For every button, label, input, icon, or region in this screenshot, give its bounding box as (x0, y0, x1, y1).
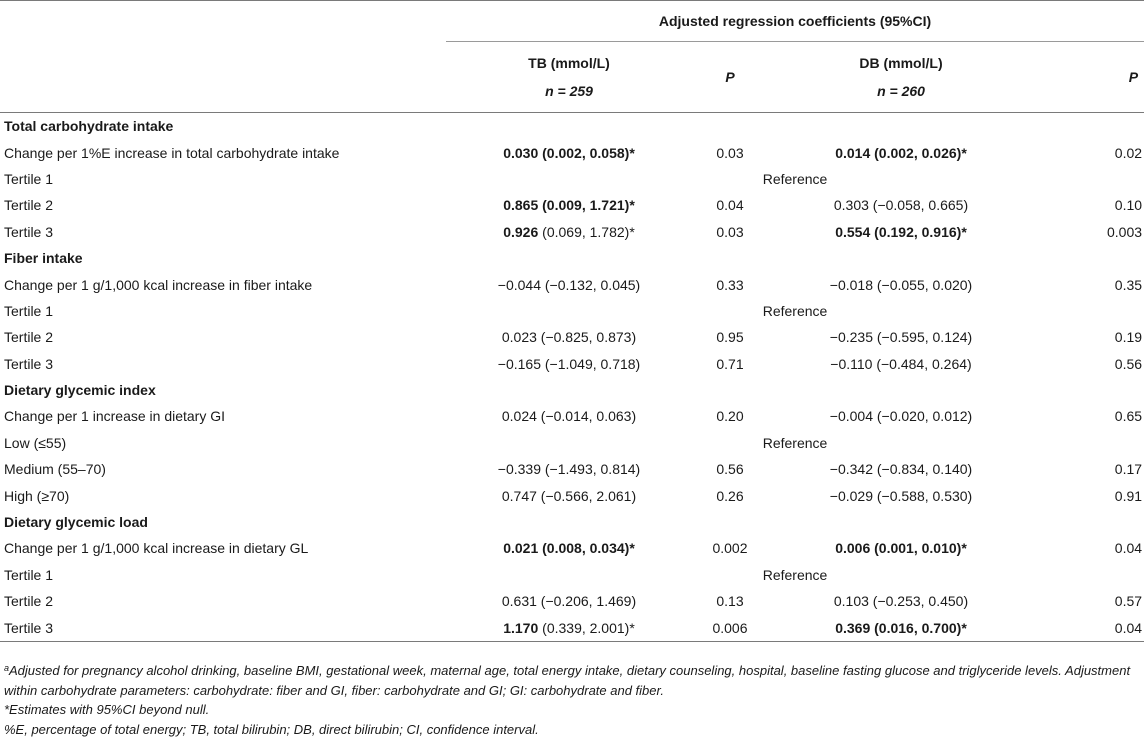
db-value: 0.303 (−0.058, 0.665) (833, 197, 969, 214)
section-row (0, 113, 1144, 140)
db-value: −0.110 (−0.484, 0.264) (830, 355, 972, 372)
section-row (0, 377, 1144, 403)
p1-header: P (725, 69, 735, 85)
header-blank-2 (0, 42, 446, 113)
section-label: Fiber intake (4, 250, 83, 267)
reference-cell: Reference (762, 170, 828, 187)
tb-value (446, 219, 692, 245)
table-row (0, 562, 1144, 588)
table-row (0, 271, 1144, 297)
row-label: Medium (55–70) (4, 461, 106, 478)
footnote-a-text: Adjusted for pregnancy alcohol drinking, baseline BMI, gestational week, maternal age, total energy intake, dietary counseling, hospital, baseline fasting glucose and triglyceride levels. Adjustment within carbohydrate parameters: carbohydrate: fiber and GI, fiber: carbohydrate and GI; GI: carbohydrate and fiber. (4, 663, 1131, 698)
tb-value: 0.865 (0.009, 1.721)* (503, 197, 635, 214)
table-row (0, 614, 1144, 641)
reference-cell: Reference (762, 434, 828, 451)
section-row (0, 245, 1144, 271)
tb-value (446, 614, 692, 641)
tb-value: −0.044 (−0.132, 0.045) (497, 276, 641, 293)
footnote-star: *Estimates with 95%CI beyond null. (4, 702, 210, 717)
p2-header: P (1128, 69, 1139, 85)
table-row (0, 139, 1144, 165)
section-label: Dietary glycemic index (4, 382, 156, 399)
tb-value-interval: (0.339, 2.001)* (538, 619, 635, 636)
db-value: 0.369 (0.016, 0.700)* (835, 619, 967, 636)
p2-value: 0.17 (1114, 461, 1143, 478)
p2-value: 0.56 (1114, 355, 1143, 372)
tb-value: 0.030 (0.002, 0.058)* (503, 144, 635, 161)
p1-value: 0.03 (716, 144, 744, 161)
p1-value: 0.26 (716, 487, 744, 504)
tb-value: −0.165 (−1.049, 0.718) (497, 355, 641, 372)
footnote-abbreviations: %E, percentage of total energy; TB, total bilirubin; DB, direct bilirubin; CI, confidence interval. (4, 721, 539, 737)
reference-cell: Reference (762, 302, 828, 319)
row-label: Change per 1%E increase in total carbohydrate intake (4, 144, 340, 161)
db-value: −0.235 (−0.595, 0.124) (829, 329, 973, 346)
table-body (0, 113, 1144, 642)
tb-value: 0.021 (0.008, 0.034)* (503, 540, 635, 557)
row-label: Change per 1 increase in dietary GI (4, 408, 226, 425)
row-label: Tertile 1 (4, 302, 54, 319)
row-label: Low (≤55) (4, 434, 67, 451)
reference-cell: Reference (762, 566, 828, 583)
section-blank (446, 245, 1144, 271)
table-row (0, 324, 1144, 350)
table-row (0, 192, 1144, 218)
tb-value: 0.747 (−0.566, 2.061) (501, 487, 637, 504)
p1-value: 0.71 (716, 355, 744, 372)
db-value: −0.018 (−0.055, 0.020) (829, 276, 973, 293)
p1-value: 0.04 (716, 197, 744, 214)
db-value: 0.103 (−0.253, 0.450) (833, 593, 969, 610)
p1-value: 0.13 (716, 593, 744, 610)
p2-value: 0.35 (1114, 276, 1143, 293)
p1-value: 0.002 (712, 540, 748, 557)
db-value: −0.342 (−0.834, 0.140) (829, 461, 973, 478)
db-label: DB (mmol/L) (859, 55, 943, 71)
table-row (0, 219, 1144, 245)
header-blank (0, 1, 446, 42)
row-label: Change per 1 g/1,000 kcal increase in fiber intake (4, 276, 313, 293)
tb-value: −0.339 (−1.493, 0.814) (497, 461, 641, 478)
p1-value: 0.20 (716, 408, 744, 425)
group-title: Adjusted regression coefficients (95%CI) (446, 1, 1144, 42)
footnote-adjustment (4, 661, 1142, 700)
row-label: Tertile 3 (4, 355, 54, 372)
p1-value: 0.95 (716, 329, 744, 346)
db-value-estimate: 0.554 (835, 223, 871, 240)
p2-value: 0.04 (1114, 619, 1143, 636)
p1-value: 0.56 (716, 461, 744, 478)
db-value-interval: (0.192, 0.916)* (870, 223, 967, 240)
section-row (0, 509, 1144, 535)
tb-value: 0.023 (−0.825, 0.873) (501, 329, 637, 346)
tb-value-estimate: 0.926 (503, 223, 539, 240)
db-value: −0.004 (−0.020, 0.012) (829, 408, 973, 425)
p2-value: 0.57 (1114, 593, 1143, 610)
tb-value-estimate: 1.170 (503, 619, 539, 636)
row-label: Tertile 1 (4, 170, 54, 187)
row-label: High (≥70) (4, 487, 70, 504)
row-label: Tertile 1 (4, 566, 54, 583)
table-row (0, 588, 1144, 614)
section-label: Dietary glycemic load (4, 514, 148, 531)
p2-value: 0.91 (1114, 487, 1143, 504)
p2-value: 0.04 (1114, 540, 1143, 557)
row-label: Tertile 3 (4, 619, 54, 636)
table-row (0, 430, 1144, 456)
db-value: 0.006 (0.001, 0.010)* (835, 540, 967, 557)
p2-value: 0.003 (1107, 223, 1143, 240)
row-label: Tertile 3 (4, 223, 54, 240)
tb-label: TB (mmol/L) (528, 55, 610, 71)
row-label: Change per 1 g/1,000 kcal increase in dietary GL (4, 540, 309, 557)
p2-value: 0.02 (1114, 144, 1143, 161)
p2-value: 0.10 (1114, 197, 1143, 214)
row-label: Tertile 2 (4, 197, 54, 214)
table-header (0, 1, 1144, 113)
row-label: Tertile 2 (4, 593, 54, 610)
table-row (0, 298, 1144, 324)
tb-value-interval: (0.069, 1.782)* (538, 223, 635, 240)
table-row (0, 535, 1144, 561)
db-value (768, 219, 1034, 245)
p1-value: 0.03 (716, 223, 744, 240)
p2-value: 0.19 (1114, 329, 1143, 346)
footnotes (4, 661, 1142, 739)
tb-value: 0.631 (−0.206, 1.469) (501, 593, 637, 610)
section-label: Total carbohydrate intake (4, 118, 174, 135)
table-row (0, 403, 1144, 429)
table-row (0, 351, 1144, 377)
tb-header (446, 42, 692, 113)
section-blank (446, 377, 1144, 403)
section-blank (446, 113, 1144, 140)
section-blank (446, 509, 1144, 535)
p1-value: 0.33 (716, 276, 744, 293)
db-header (768, 42, 1034, 113)
table-row (0, 456, 1144, 482)
table-row (0, 482, 1144, 508)
tb-n: n = 259 (545, 83, 593, 99)
p2-value: 0.65 (1114, 408, 1143, 425)
tb-value: 0.024 (−0.014, 0.063) (501, 408, 637, 425)
db-n: n = 260 (877, 83, 925, 99)
db-value: −0.029 (−0.588, 0.530) (829, 487, 973, 504)
p1-value: 0.006 (712, 619, 748, 636)
db-value: 0.014 (0.002, 0.026)* (835, 144, 967, 161)
table-row (0, 166, 1144, 192)
row-label: Tertile 2 (4, 329, 54, 346)
footnote-marker-a: a (4, 663, 10, 673)
